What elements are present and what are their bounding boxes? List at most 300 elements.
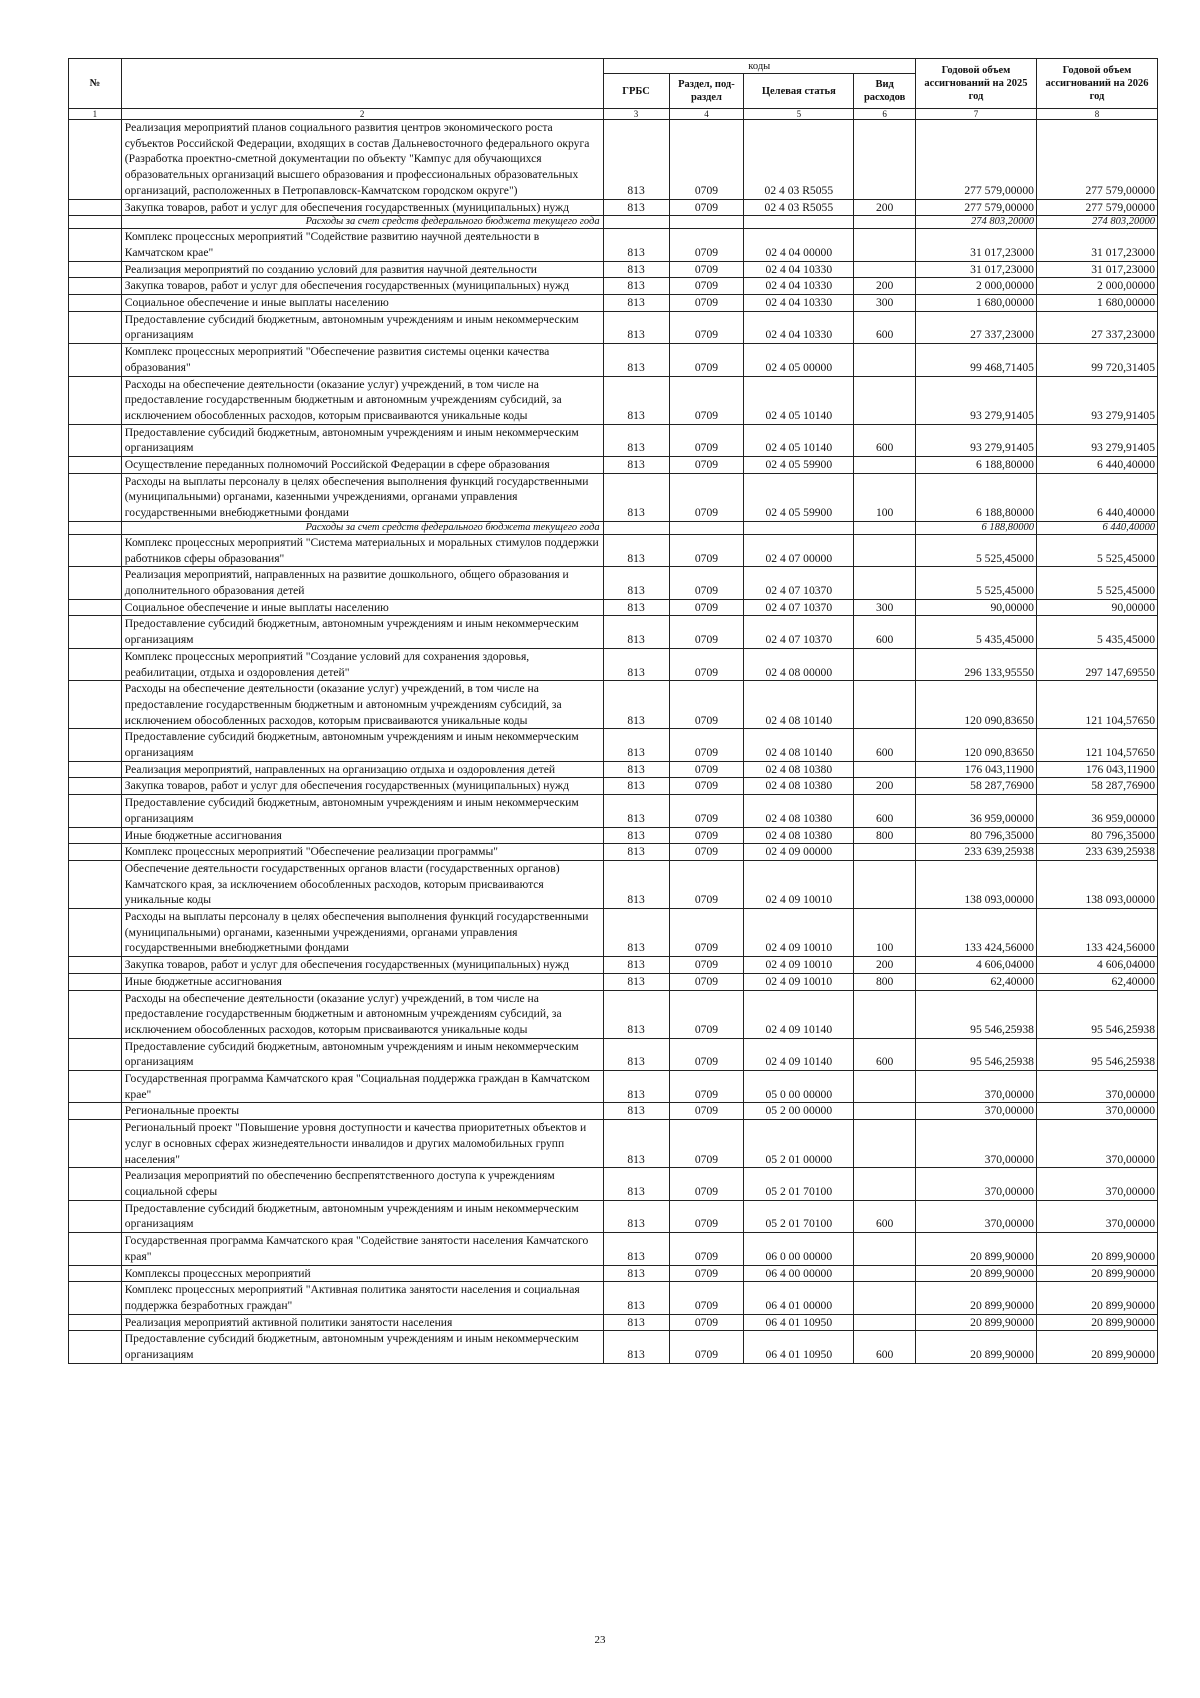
row-kind: 800 xyxy=(854,827,916,844)
row-name: Закупка товаров, работ и услуг для обеспечения государственных (муниципальных) нужд xyxy=(121,957,603,974)
row-num xyxy=(69,278,122,295)
row-target: 02 4 07 10370 xyxy=(744,599,854,616)
row-section: 0709 xyxy=(669,295,744,312)
row-kind xyxy=(854,1282,916,1314)
row-section: 0709 xyxy=(669,599,744,616)
row-num xyxy=(69,295,122,312)
row-name: Иные бюджетные ассигнования xyxy=(121,973,603,990)
col-number: 2 xyxy=(121,109,603,120)
row-amount-2025: 62,40000 xyxy=(915,973,1036,990)
row-amount-2025: 20 899,90000 xyxy=(915,1233,1036,1265)
row-name: Социальное обеспечение и иные выплаты населению xyxy=(121,295,603,312)
row-amount-2026: 277 579,00000 xyxy=(1036,120,1157,200)
budget-table xyxy=(68,58,1158,1364)
table-row xyxy=(69,311,1158,343)
table-row xyxy=(69,567,1158,599)
row-name: Предоставление субсидий бюджетным, автономным учреждениям и иным некоммерческим организациям xyxy=(121,616,603,648)
row-name: Комплекс процессных мероприятий "Содействие развитию научной деятельности в Камчатском крае" xyxy=(121,229,603,261)
row-name: Расходы на выплаты персоналу в целях обеспечения выполнения функций государственными (муниципальными) органами, казенными учреждениями, органами управления государственными внебюджетными фондами xyxy=(121,473,603,521)
row-amount-2025: 370,00000 xyxy=(915,1120,1036,1168)
row-amount-2026: 31 017,23000 xyxy=(1036,229,1157,261)
row-amount-2026: 133 424,56000 xyxy=(1036,909,1157,957)
row-grbs: 813 xyxy=(603,1265,669,1282)
row-amount-2025: 93 279,91405 xyxy=(915,424,1036,456)
row-section: 0709 xyxy=(669,229,744,261)
row-amount-2026: 20 899,90000 xyxy=(1036,1233,1157,1265)
row-amount-2025: 6 188,80000 xyxy=(915,473,1036,521)
row-kind xyxy=(854,344,916,376)
row-amount-2025: 20 899,90000 xyxy=(915,1331,1036,1363)
row-target: 02 4 04 10330 xyxy=(744,278,854,295)
row-amount-2025: 99 468,71405 xyxy=(915,344,1036,376)
row-section: 0709 xyxy=(669,729,744,761)
row-target: 02 4 07 00000 xyxy=(744,534,854,566)
row-target: 02 4 04 00000 xyxy=(744,229,854,261)
row-amount-2025: 370,00000 xyxy=(915,1071,1036,1103)
row-kind xyxy=(854,521,916,534)
row-num xyxy=(69,311,122,343)
col-number: 4 xyxy=(669,109,744,120)
row-section: 0709 xyxy=(669,761,744,778)
row-num xyxy=(69,909,122,957)
row-kind xyxy=(854,1120,916,1168)
row-section: 0709 xyxy=(669,311,744,343)
row-name: Закупка товаров, работ и услуг для обеспечения государственных (муниципальных) нужд xyxy=(121,199,603,216)
row-kind: 600 xyxy=(854,1038,916,1070)
row-kind xyxy=(854,990,916,1038)
row-grbs: 813 xyxy=(603,990,669,1038)
row-amount-2026: 62,40000 xyxy=(1036,973,1157,990)
row-grbs: 813 xyxy=(603,473,669,521)
row-grbs: 813 xyxy=(603,827,669,844)
row-name: Реализация мероприятий по обеспечению беспрепятственного доступа к учреждениям социальной сферы xyxy=(121,1168,603,1200)
table-header xyxy=(69,59,1158,120)
row-name: Предоставление субсидий бюджетным, автономным учреждениям и иным некоммерческим организациям xyxy=(121,1200,603,1232)
table-row xyxy=(69,681,1158,729)
row-name: Комплекс процессных мероприятий "Система материальных и моральных стимулов поддержки работников сферы образования" xyxy=(121,534,603,566)
row-amount-2026: 36 959,00000 xyxy=(1036,795,1157,827)
table-row xyxy=(69,909,1158,957)
row-num xyxy=(69,795,122,827)
row-name: Предоставление субсидий бюджетным, автономным учреждениям и иным некоммерческим организациям xyxy=(121,311,603,343)
row-kind xyxy=(854,261,916,278)
row-name: Комплекс процессных мероприятий "Обеспечение развития системы оценки качества образования" xyxy=(121,344,603,376)
row-target: 02 4 08 00000 xyxy=(744,648,854,680)
row-grbs: 813 xyxy=(603,761,669,778)
header-num: № xyxy=(69,59,122,109)
table-row xyxy=(69,278,1158,295)
row-target: 02 4 09 10140 xyxy=(744,990,854,1038)
row-name: Расходы на обеспечение деятельности (оказание услуг) учреждений, в том числе на предоставление государственным бюджетным и автономным учреждениям субсидий, за исключением обособленных расходов, которым присваиваются уникальные коды xyxy=(121,990,603,1038)
row-target: 05 2 01 00000 xyxy=(744,1120,854,1168)
row-num xyxy=(69,860,122,908)
row-name: Предоставление субсидий бюджетным, автономным учреждениям и иным некоммерческим организациям xyxy=(121,729,603,761)
row-kind: 600 xyxy=(854,311,916,343)
row-name: Комплекс процессных мероприятий "Создание условий для сохранения здоровья, реабилитации, отдыха и оздоровления детей" xyxy=(121,648,603,680)
col-number: 7 xyxy=(915,109,1036,120)
row-kind xyxy=(854,1233,916,1265)
row-num xyxy=(69,1168,122,1200)
row-num xyxy=(69,567,122,599)
row-grbs: 813 xyxy=(603,957,669,974)
row-num xyxy=(69,681,122,729)
row-amount-2026: 4 606,04000 xyxy=(1036,957,1157,974)
row-amount-2026: 95 546,25938 xyxy=(1036,1038,1157,1070)
row-section: 0709 xyxy=(669,844,744,861)
row-amount-2025: 176 043,11900 xyxy=(915,761,1036,778)
row-grbs: 813 xyxy=(603,1200,669,1232)
row-grbs: 813 xyxy=(603,860,669,908)
row-section: 0709 xyxy=(669,1314,744,1331)
row-target: 02 4 05 59900 xyxy=(744,457,854,474)
row-amount-2026: 176 043,11900 xyxy=(1036,761,1157,778)
row-amount-2026: 93 279,91405 xyxy=(1036,424,1157,456)
header-codes: коды xyxy=(603,59,915,74)
row-amount-2026: 1 680,00000 xyxy=(1036,295,1157,312)
row-kind: 600 xyxy=(854,616,916,648)
header-section: Раздел, под-раздел xyxy=(669,74,744,109)
row-target: 02 4 08 10140 xyxy=(744,681,854,729)
row-section: 0709 xyxy=(669,616,744,648)
row-num xyxy=(69,457,122,474)
row-kind xyxy=(854,761,916,778)
row-amount-2026: 2 000,00000 xyxy=(1036,278,1157,295)
row-name: Иные бюджетные ассигнования xyxy=(121,827,603,844)
row-amount-2025: 120 090,83650 xyxy=(915,681,1036,729)
row-section: 0709 xyxy=(669,1233,744,1265)
row-section xyxy=(669,216,744,229)
row-kind: 200 xyxy=(854,278,916,295)
row-section: 0709 xyxy=(669,199,744,216)
row-num xyxy=(69,424,122,456)
row-section: 0709 xyxy=(669,344,744,376)
row-name: Государственная программа Камчатского края "Содействие занятости населения Камчатского края" xyxy=(121,1233,603,1265)
table-row xyxy=(69,457,1158,474)
table-row xyxy=(69,1265,1158,1282)
row-target: 02 4 03 R5055 xyxy=(744,120,854,200)
table-row xyxy=(69,199,1158,216)
row-kind xyxy=(854,216,916,229)
row-target: 06 4 01 00000 xyxy=(744,1282,854,1314)
row-num xyxy=(69,990,122,1038)
row-target: 02 4 09 10010 xyxy=(744,957,854,974)
row-target: 02 4 08 10380 xyxy=(744,761,854,778)
table-row xyxy=(69,1233,1158,1265)
table-row xyxy=(69,534,1158,566)
row-grbs: 813 xyxy=(603,729,669,761)
row-num xyxy=(69,521,122,534)
row-name: Комплексы процессных мероприятий xyxy=(121,1265,603,1282)
row-num xyxy=(69,729,122,761)
table-row xyxy=(69,1331,1158,1363)
row-amount-2025: 93 279,91405 xyxy=(915,376,1036,424)
row-grbs: 813 xyxy=(603,1331,669,1363)
row-grbs: 813 xyxy=(603,1120,669,1168)
row-target: 02 4 05 10140 xyxy=(744,424,854,456)
header-name xyxy=(121,59,603,109)
row-name: Закупка товаров, работ и услуг для обеспечения государственных (муниципальных) нужд xyxy=(121,778,603,795)
row-amount-2026: 27 337,23000 xyxy=(1036,311,1157,343)
row-section: 0709 xyxy=(669,1120,744,1168)
row-name: Расходы за счет средств федерального бюджета текущего года xyxy=(121,216,603,229)
row-num xyxy=(69,261,122,278)
table-row xyxy=(69,729,1158,761)
row-grbs: 813 xyxy=(603,120,669,200)
row-amount-2026: 5 435,45000 xyxy=(1036,616,1157,648)
row-num xyxy=(69,534,122,566)
row-amount-2025: 233 639,25938 xyxy=(915,844,1036,861)
row-amount-2025: 370,00000 xyxy=(915,1200,1036,1232)
table-row xyxy=(69,990,1158,1038)
table-row xyxy=(69,1282,1158,1314)
row-kind: 800 xyxy=(854,973,916,990)
row-name: Комплекс процессных мероприятий "Активная политика занятости населения и социальная поддержка безработных граждан" xyxy=(121,1282,603,1314)
row-target: 02 4 05 59900 xyxy=(744,473,854,521)
row-target: 06 4 00 00000 xyxy=(744,1265,854,1282)
row-target: 06 4 01 10950 xyxy=(744,1314,854,1331)
col-number: 5 xyxy=(744,109,854,120)
row-kind xyxy=(854,567,916,599)
row-kind xyxy=(854,681,916,729)
row-amount-2025: 20 899,90000 xyxy=(915,1314,1036,1331)
row-amount-2026: 6 440,40000 xyxy=(1036,457,1157,474)
row-amount-2026: 138 093,00000 xyxy=(1036,860,1157,908)
row-amount-2026: 20 899,90000 xyxy=(1036,1314,1157,1331)
row-grbs: 813 xyxy=(603,311,669,343)
row-section: 0709 xyxy=(669,120,744,200)
row-target: 05 2 01 70100 xyxy=(744,1168,854,1200)
row-num xyxy=(69,1103,122,1120)
table-row xyxy=(69,229,1158,261)
table-row xyxy=(69,376,1158,424)
row-target: 02 4 07 10370 xyxy=(744,616,854,648)
row-grbs xyxy=(603,216,669,229)
row-name: Предоставление субсидий бюджетным, автономным учреждениям и иным некоммерческим организациям xyxy=(121,1331,603,1363)
row-target: 02 4 05 00000 xyxy=(744,344,854,376)
row-num xyxy=(69,1314,122,1331)
row-name: Расходы на выплаты персоналу в целях обеспечения выполнения функций государственными (муниципальными) органами, казенными учреждениями, органами управления государственными внебюджетными фондами xyxy=(121,909,603,957)
table-body xyxy=(69,120,1158,1364)
header-2025: Годовой объем ассигнований на 2025 год xyxy=(915,59,1036,109)
row-kind: 300 xyxy=(854,295,916,312)
row-name: Расходы на обеспечение деятельности (оказание услуг) учреждений, в том числе на предоставление государственным бюджетным и автономным учреждениям субсидий, за исключением обособленных расходов, которым присваиваются уникальные коды xyxy=(121,681,603,729)
row-amount-2026: 370,00000 xyxy=(1036,1200,1157,1232)
row-amount-2025: 20 899,90000 xyxy=(915,1282,1036,1314)
row-amount-2025: 80 796,35000 xyxy=(915,827,1036,844)
row-target: 02 4 05 10140 xyxy=(744,376,854,424)
table-row xyxy=(69,827,1158,844)
row-num xyxy=(69,120,122,200)
row-name: Реализация мероприятий планов социального развития центров экономического роста субъектов Российской Федерации, входящих в состав Дальневосточного федерального округа (Разработка проектно-сметной документации по объекту "Кампус для обучающихся образовательных организаций высшего образования и профессиональных образовательных организаций, расположенных в Петропавловск-Камчатском городском округе") xyxy=(121,120,603,200)
row-num xyxy=(69,473,122,521)
table-row xyxy=(69,1120,1158,1168)
row-name: Реализация мероприятий по созданию условий для развития научной деятельности xyxy=(121,261,603,278)
row-num xyxy=(69,1200,122,1232)
row-target: 05 0 00 00000 xyxy=(744,1071,854,1103)
row-grbs: 813 xyxy=(603,534,669,566)
row-kind xyxy=(854,860,916,908)
row-target: 02 4 08 10380 xyxy=(744,778,854,795)
row-target xyxy=(744,216,854,229)
federal-budget-row xyxy=(69,521,1158,534)
header-col-numbers xyxy=(69,109,1158,120)
row-grbs: 813 xyxy=(603,909,669,957)
row-amount-2026: 5 525,45000 xyxy=(1036,534,1157,566)
row-num xyxy=(69,1282,122,1314)
row-amount-2026: 233 639,25938 xyxy=(1036,844,1157,861)
row-target: 02 4 08 10140 xyxy=(744,729,854,761)
row-kind xyxy=(854,1168,916,1200)
table-row xyxy=(69,844,1158,861)
row-amount-2025: 58 287,76900 xyxy=(915,778,1036,795)
row-grbs: 813 xyxy=(603,278,669,295)
row-amount-2026: 95 546,25938 xyxy=(1036,990,1157,1038)
table-row xyxy=(69,778,1158,795)
row-grbs: 813 xyxy=(603,599,669,616)
row-amount-2025: 370,00000 xyxy=(915,1168,1036,1200)
row-amount-2025: 31 017,23000 xyxy=(915,261,1036,278)
row-grbs: 813 xyxy=(603,344,669,376)
row-num xyxy=(69,376,122,424)
row-target: 05 2 00 00000 xyxy=(744,1103,854,1120)
row-num xyxy=(69,827,122,844)
row-amount-2025: 20 899,90000 xyxy=(915,1265,1036,1282)
row-kind xyxy=(854,1103,916,1120)
row-grbs: 813 xyxy=(603,616,669,648)
row-num xyxy=(69,616,122,648)
row-amount-2025: 370,00000 xyxy=(915,1103,1036,1120)
row-kind xyxy=(854,457,916,474)
row-amount-2025: 95 546,25938 xyxy=(915,990,1036,1038)
row-name: Региональные проекты xyxy=(121,1103,603,1120)
row-amount-2026: 6 440,40000 xyxy=(1036,521,1157,534)
row-num xyxy=(69,761,122,778)
row-amount-2025: 277 579,00000 xyxy=(915,199,1036,216)
row-name: Закупка товаров, работ и услуг для обеспечения государственных (муниципальных) нужд xyxy=(121,278,603,295)
row-kind: 300 xyxy=(854,599,916,616)
row-amount-2026: 20 899,90000 xyxy=(1036,1331,1157,1363)
row-grbs: 813 xyxy=(603,295,669,312)
row-section xyxy=(669,521,744,534)
row-section: 0709 xyxy=(669,278,744,295)
table-row xyxy=(69,120,1158,200)
row-grbs: 813 xyxy=(603,1168,669,1200)
row-amount-2025: 2 000,00000 xyxy=(915,278,1036,295)
table-row xyxy=(69,261,1158,278)
row-kind xyxy=(854,1265,916,1282)
row-amount-2026: 80 796,35000 xyxy=(1036,827,1157,844)
row-section: 0709 xyxy=(669,1168,744,1200)
row-amount-2026: 370,00000 xyxy=(1036,1120,1157,1168)
row-target: 02 4 04 10330 xyxy=(744,261,854,278)
row-target xyxy=(744,521,854,534)
row-kind: 200 xyxy=(854,957,916,974)
header-kind: Вид расходов xyxy=(854,74,916,109)
row-kind xyxy=(854,1314,916,1331)
row-kind: 600 xyxy=(854,1331,916,1363)
row-amount-2026: 6 440,40000 xyxy=(1036,473,1157,521)
row-target: 02 4 09 10010 xyxy=(744,973,854,990)
row-amount-2026: 5 525,45000 xyxy=(1036,567,1157,599)
row-num xyxy=(69,844,122,861)
row-amount-2026: 58 287,76900 xyxy=(1036,778,1157,795)
row-grbs: 813 xyxy=(603,424,669,456)
table-row xyxy=(69,1071,1158,1103)
row-amount-2025: 133 424,56000 xyxy=(915,909,1036,957)
row-kind: 600 xyxy=(854,1200,916,1232)
row-kind xyxy=(854,376,916,424)
row-amount-2025: 5 525,45000 xyxy=(915,567,1036,599)
row-amount-2025: 6 188,80000 xyxy=(915,521,1036,534)
row-amount-2026: 99 720,31405 xyxy=(1036,344,1157,376)
row-section: 0709 xyxy=(669,778,744,795)
table-row xyxy=(69,344,1158,376)
row-num xyxy=(69,229,122,261)
row-section: 0709 xyxy=(669,1200,744,1232)
row-section: 0709 xyxy=(669,534,744,566)
row-name: Реализация мероприятий, направленных на организацию отдыха и оздоровления детей xyxy=(121,761,603,778)
row-num xyxy=(69,216,122,229)
row-name: Расходы за счет средств федерального бюджета текущего года xyxy=(121,521,603,534)
row-amount-2025: 120 090,83650 xyxy=(915,729,1036,761)
row-amount-2025: 36 959,00000 xyxy=(915,795,1036,827)
row-grbs: 813 xyxy=(603,1282,669,1314)
row-amount-2026: 274 803,20000 xyxy=(1036,216,1157,229)
row-name: Расходы на обеспечение деятельности (оказание услуг) учреждений, в том числе на предоставление государственным бюджетным и автономным учреждениям субсидий, за исключением обособленных расходов, которым присваиваются уникальные коды xyxy=(121,376,603,424)
row-amount-2025: 27 337,23000 xyxy=(915,311,1036,343)
row-name: Осуществление переданных полномочий Российской Федерации в сфере образования xyxy=(121,457,603,474)
row-section: 0709 xyxy=(669,1265,744,1282)
row-amount-2026: 93 279,91405 xyxy=(1036,376,1157,424)
row-kind: 100 xyxy=(854,473,916,521)
row-amount-2026: 90,00000 xyxy=(1036,599,1157,616)
federal-budget-row xyxy=(69,216,1158,229)
row-amount-2025: 95 546,25938 xyxy=(915,1038,1036,1070)
row-amount-2025: 5 525,45000 xyxy=(915,534,1036,566)
row-section: 0709 xyxy=(669,957,744,974)
row-section: 0709 xyxy=(669,648,744,680)
row-section: 0709 xyxy=(669,795,744,827)
row-target: 02 4 09 10010 xyxy=(744,909,854,957)
table-row xyxy=(69,424,1158,456)
row-target: 02 4 09 10140 xyxy=(744,1038,854,1070)
row-grbs: 813 xyxy=(603,973,669,990)
row-kind: 600 xyxy=(854,729,916,761)
row-kind: 200 xyxy=(854,778,916,795)
row-amount-2026: 20 899,90000 xyxy=(1036,1282,1157,1314)
table-row xyxy=(69,599,1158,616)
row-num xyxy=(69,648,122,680)
row-section: 0709 xyxy=(669,681,744,729)
row-target: 02 4 09 10010 xyxy=(744,860,854,908)
table-row xyxy=(69,973,1158,990)
row-section: 0709 xyxy=(669,567,744,599)
table-row xyxy=(69,1103,1158,1120)
row-grbs: 813 xyxy=(603,778,669,795)
row-amount-2025: 274 803,20000 xyxy=(915,216,1036,229)
table-row xyxy=(69,473,1158,521)
row-kind: 600 xyxy=(854,424,916,456)
row-grbs: 813 xyxy=(603,457,669,474)
row-grbs: 813 xyxy=(603,229,669,261)
row-grbs: 813 xyxy=(603,567,669,599)
row-amount-2025: 138 093,00000 xyxy=(915,860,1036,908)
header-2026: Годовой объем ассигнований на 2026 год xyxy=(1036,59,1157,109)
row-grbs: 813 xyxy=(603,1314,669,1331)
row-num xyxy=(69,778,122,795)
row-num xyxy=(69,344,122,376)
row-target: 02 4 08 10380 xyxy=(744,827,854,844)
